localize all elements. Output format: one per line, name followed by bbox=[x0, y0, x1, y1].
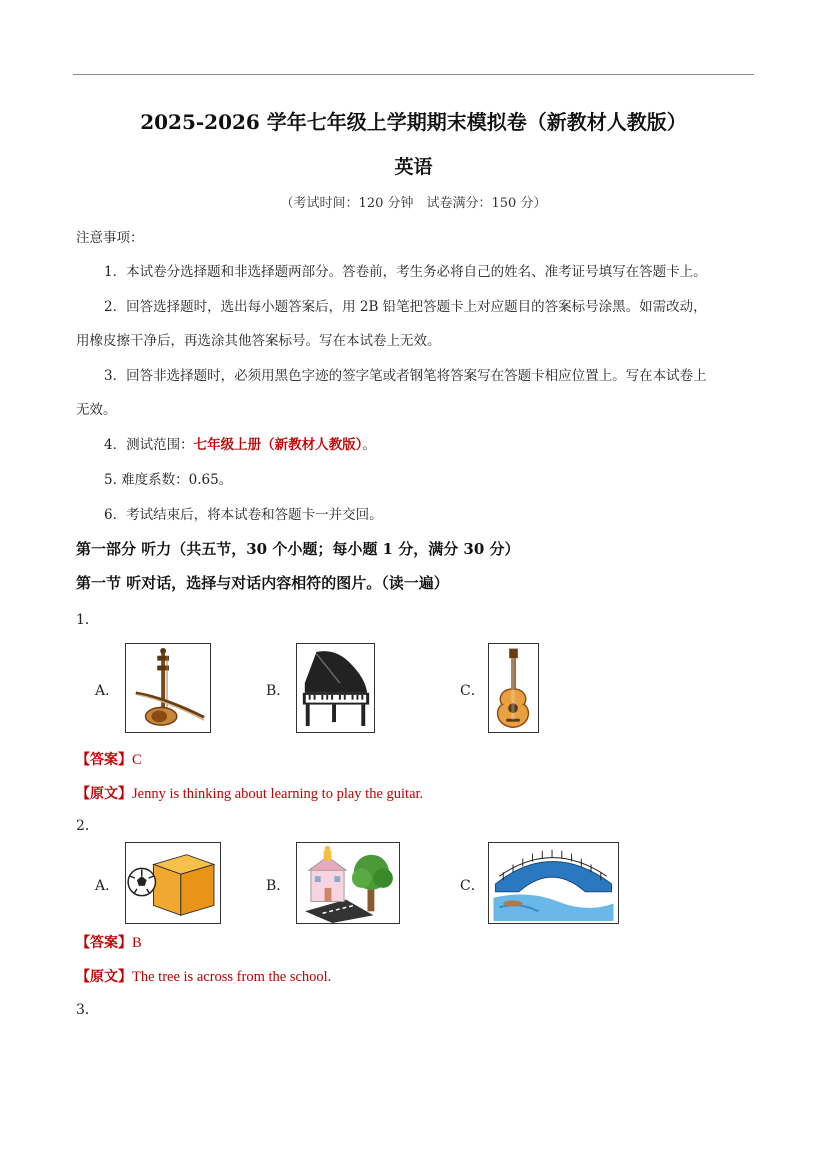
note-item-4 bbox=[104, 435, 376, 455]
question-2-option-b-label: B． bbox=[266, 878, 291, 894]
answer-label: 【答案】 bbox=[76, 752, 132, 768]
exam-meta: （考试时间：120 分钟 试卷满分：150 分） bbox=[280, 196, 547, 211]
guitar-icon bbox=[488, 643, 539, 733]
note-item-1: 1．本试卷分选择题和非选择题两部分。答卷前，考生务必将自己的姓名、准考证号填写在答题卡上。 bbox=[104, 264, 707, 280]
section1-heading: 第一节 听对话，选择与对话内容相符的图片。（读一遍） bbox=[76, 574, 449, 592]
exam-subject: 英语 bbox=[394, 156, 433, 178]
note-item-4-prefix: 4．测试范围： bbox=[104, 437, 194, 453]
note-item-2-line-1: 2．回答选择题时，选出每小题答案后，用 2B 铅笔把答题卡上对应题目的答案标号涂黑。如需改动， bbox=[104, 299, 707, 315]
note-item-5: 5. 难度系数：0.65。 bbox=[104, 472, 233, 488]
erhu-icon bbox=[125, 643, 211, 733]
school-and-tree-icon bbox=[296, 842, 400, 924]
question-3-number: 3． bbox=[76, 1002, 99, 1018]
question-1-option-b-label: B． bbox=[266, 683, 291, 699]
question-1-transcript bbox=[76, 783, 423, 803]
question-2-number: 2． bbox=[76, 818, 99, 834]
transcript-label: 【原文】 bbox=[76, 786, 132, 802]
transcript-text: The tree is across from the school. bbox=[132, 969, 332, 985]
note-item-3-line-2: 无效。 bbox=[76, 402, 117, 418]
question-1-option-a-label: A． bbox=[95, 683, 120, 699]
grand-piano-icon bbox=[296, 643, 375, 733]
question-1-answer bbox=[76, 749, 142, 769]
answer-value: C bbox=[132, 752, 142, 768]
question-2-transcript bbox=[76, 966, 331, 986]
question-2-answer bbox=[76, 932, 142, 952]
ball-and-box-icon bbox=[125, 842, 221, 924]
bridge-over-river-icon bbox=[488, 842, 619, 924]
exam-title: 2025-2026 学年七年级上学期期末模拟卷（新教材人教版） bbox=[140, 110, 687, 134]
note-item-2-line-2: 用橡皮擦干净后，再选涂其他答案标号。写在本试卷上无效。 bbox=[76, 333, 441, 349]
transcript-label: 【原文】 bbox=[76, 969, 132, 985]
answer-label: 【答案】 bbox=[76, 935, 132, 951]
note-item-6: 6．考试结束后，将本试卷和答题卡一并交回。 bbox=[104, 507, 383, 523]
note-item-3-line-1: 3．回答非选择题时，必须用黑色字迹的签字笔或者钢笔将答案写在答题卡相应位置上。写在本试卷上 bbox=[104, 368, 707, 384]
header-rule bbox=[73, 74, 754, 75]
question-2-option-a-label: A． bbox=[95, 878, 120, 894]
question-2-option-c-label: C． bbox=[460, 878, 485, 894]
test-range: 七年级上册（新教材人教版） bbox=[193, 437, 363, 453]
question-1-number: 1． bbox=[76, 612, 99, 628]
part1-heading: 第一部分 听力（共五节，30 个小题；每小题 1 分，满分 30 分） bbox=[76, 540, 520, 558]
notes-heading: 注意事项： bbox=[76, 230, 144, 246]
answer-value: B bbox=[132, 935, 142, 951]
question-1-option-c-label: C． bbox=[460, 683, 485, 699]
transcript-text: Jenny is thinking about learning to play the guitar. bbox=[132, 786, 424, 802]
note-item-4-suffix: 。 bbox=[362, 437, 376, 453]
